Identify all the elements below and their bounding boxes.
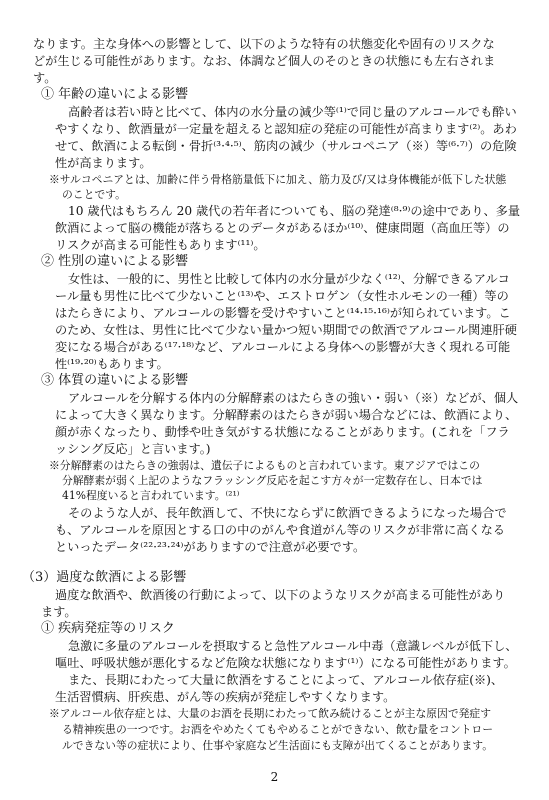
body-text-line: アルコールを分解する体内の分解酵素のはたらきの強い・弱い（※）などが、個人 xyxy=(68,391,519,405)
body-text-line: はたらきにより、アルコールの影響を受けやすいこと⁽¹⁴·¹⁵·¹⁶⁾が知られています。こ xyxy=(55,306,511,320)
body-text-line: また、長期にわたって大量に飲酒をすることによって、アルコール依存症(※)、 xyxy=(68,673,504,687)
footnote-line: ※サルコペニアとは、加齢に伴う骨格筋量低下に加え、筋力及び/又は身体機能が低下した状態 xyxy=(49,173,507,186)
body-text-line: も、アルコールを原因とする口の中のがんや食道がん等のリスクが非常に高くなる xyxy=(55,523,505,537)
footnote-line: 分解酵素が弱く上記のようなフラッシング反応を起こす方々が一定数存在し、日本では xyxy=(62,474,483,487)
body-text-line: 女性は、一般的に、男性と比較して体内の水分量が少なく⁽¹²⁾、分解できるアルコ xyxy=(68,272,510,286)
body-text-line: リスクが高まる可能性もあります⁽¹¹⁾。 xyxy=(55,238,266,252)
section-heading-excessive-drinking: （3）過度な飲酒による影響 xyxy=(22,570,187,585)
body-text-line: 嘔吐、呼吸状態が悪化するなど危険な状態になります⁽¹⁾）になる可能性があります。 xyxy=(55,656,516,670)
body-text-line: ッシング反応」と言います。) xyxy=(55,442,211,456)
body-text-line: す。 xyxy=(33,71,57,85)
body-text-line: 変になる場合がある⁽¹⁷·¹⁸⁾など、アルコールによる身体への影響が大きく現れる可能 xyxy=(55,340,511,354)
body-text-line: やすくなり、飲酒量が一定量を超えると認知症の発症の可能性が高まります⁽²⁾。あわ xyxy=(55,122,517,136)
footnote-line: ※アルコール依存症とは、大量のお酒を長期にわたって飲み続けることが主な原因で発症す xyxy=(49,707,492,720)
body-text-line: 過度な飲酒や、飲酒後の行動によって、以下のようなリスクが高まる可能性があり xyxy=(55,588,506,602)
body-text-line: どが生じる可能性があります。なお、体調など個人のそのときの状態にも左右されま xyxy=(33,54,496,68)
page-number: 2 xyxy=(270,770,279,784)
subsection-heading-age: ① 年齢の違いによる影響 xyxy=(41,87,189,102)
footnote-line: 41%程度いると言われています。⁽²¹⁾ xyxy=(62,489,240,502)
body-text-line: によって大きく異なります。分解酵素のはたらきが弱い場合などには、飲酒により、 xyxy=(55,408,518,422)
body-text-line: 飲酒によって脳の機能が落ちるとのデータがあるほか⁽¹⁰⁾、健康問題（高血圧等）の xyxy=(55,221,510,235)
body-text-line: せて、飲酒による転倒・骨折⁽³·⁴·⁵⁾、筋肉の減少（サルコペニア（※）等⁽⁶·⁷⁾）の危険 xyxy=(55,139,517,153)
body-text-line: 10 歳代はもちろん 20 歳代の若年者についても、脳の発達⁽⁸·⁹⁾の途中であり、多量 xyxy=(68,204,521,218)
footnote-line: ルできない等の症状により、仕事や家庭など生活面にも支障が出てくることがあります。 xyxy=(62,739,494,752)
footnote-line: ※分解酵素のはたらきの強弱は、遺伝子によるものと言われています。東アジアではこの xyxy=(49,459,480,472)
body-text-line: 急激に多量のアルコールを摂取すると急性アルコール中毒（意識レベルが低下し、 xyxy=(68,639,518,653)
footnote-line: る精神疾患の一つです。お酒をやめたくてもやめることができない、飲む量をコントロー xyxy=(62,723,494,736)
body-text-line: なります。主な身体への影響として、以下のような特有の状態変化や固有のリスクな xyxy=(33,37,495,51)
body-text-line: そのような人が、長年飲酒して、不快にならずに飲酒できるようになった場合で xyxy=(68,506,507,520)
subsection-heading-disease-risk: ① 疾病発症等のリスク xyxy=(41,621,175,636)
subsection-heading-sex: ② 性別の違いによる影響 xyxy=(41,254,189,269)
body-text-line: 性⁽¹⁹·²⁰⁾もあります。 xyxy=(55,357,169,371)
body-text-line: ます。 xyxy=(41,605,77,619)
body-text-line: ール量も男性に比べて少ないこと⁽¹³⁾や、エストロゲン（女性ホルモンの一種）等の xyxy=(55,289,509,303)
footnote-line: のことです。 xyxy=(62,188,126,201)
body-text-line: 性が高まります。 xyxy=(55,156,152,170)
body-text-line: といったデータ⁽²²·²³·²⁴⁾がありますので注意が必要です。 xyxy=(55,540,366,554)
subsection-heading-constitution: ③ 体質の違いによる影響 xyxy=(41,373,189,388)
body-text-line: のため、女性は、男性に比べて少ない量かつ短い期間での飲酒でアルコール関連肝硬 xyxy=(55,323,517,337)
body-text-line: 生活習慣病、肝疾患、がん等の疾病が発症しやすくなります。 xyxy=(55,690,396,704)
body-text-line: 顔が赤くなったり、動悸や吐き気がする状態になることがあります。(これを「フラ xyxy=(55,425,510,439)
body-text-line: 高齢者は若い時と比べて、体内の水分量の減少等⁽¹⁾で同じ量のアルコールでも酔い xyxy=(68,105,517,119)
